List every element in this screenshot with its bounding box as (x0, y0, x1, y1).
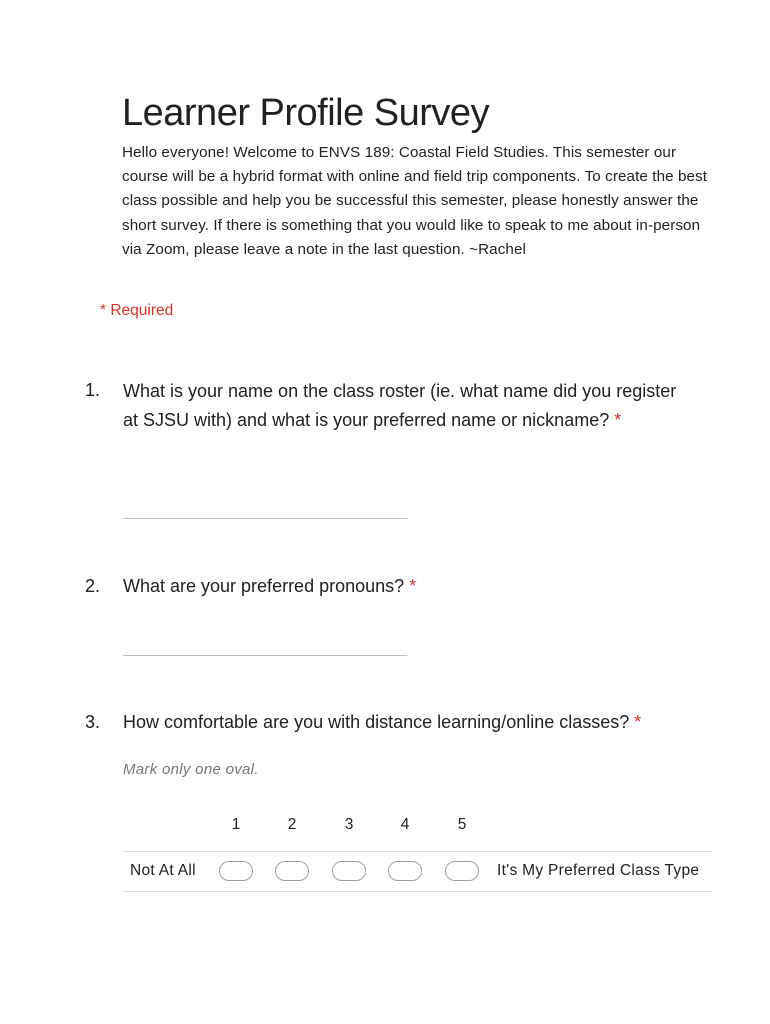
scale-top-divider (123, 851, 712, 852)
question-2-text (123, 572, 683, 601)
scale-oval-4[interactable] (388, 861, 422, 881)
question-3-number: 3. (85, 712, 101, 732)
question-3-label: How comfortable are you with distance learning/online classes? (123, 712, 630, 732)
scale-number-2: 2 (287, 816, 297, 833)
required-note: * Required (100, 302, 174, 319)
scale-high-label: It's My Preferred Class Type (497, 862, 700, 879)
scale-oval-5[interactable] (445, 861, 479, 881)
scale-number-5: 5 (457, 816, 467, 833)
scale-oval-1[interactable] (219, 861, 253, 881)
question-3-required-star: * (634, 712, 642, 732)
scale-number-1: 1 (231, 816, 241, 833)
question-1-answer-field[interactable] (123, 518, 407, 519)
question-3-text (123, 708, 683, 737)
question-1-label: What is your name on the class roster (ie. what name did you register at SJSU with) and what is your preferred name or nickname? (123, 381, 677, 430)
scale-oval-2[interactable] (275, 861, 309, 881)
question-2-required-star: * (409, 576, 417, 596)
form-title: Learner Profile Survey (122, 92, 490, 134)
question-2-number: 2. (85, 576, 101, 596)
question-1-required-star: * (614, 410, 622, 430)
scale-bottom-divider (123, 891, 712, 892)
scale-oval-3[interactable] (332, 861, 366, 881)
scale-low-label: Not At All (130, 862, 196, 879)
question-2-label: What are your preferred pronouns? (123, 576, 405, 596)
form-description: Hello everyone! Welcome to ENVS 189: Coastal Field Studies. This semester our course will be a hybrid format with online and field trip components. To create the best class possible and help you be successful this semester, please honestly answer the short survey. If there is something that you would like to speak to me about in-person via Zoom, please leave a note in the last question. ~Rachel (122, 144, 708, 258)
question-1-text (123, 377, 683, 435)
scale-number-3: 3 (344, 816, 354, 833)
question-3-hint: Mark only one oval. (123, 761, 259, 778)
question-1-number: 1. (85, 380, 101, 400)
question-2-answer-field[interactable] (123, 655, 407, 656)
scale-number-4: 4 (400, 816, 410, 833)
